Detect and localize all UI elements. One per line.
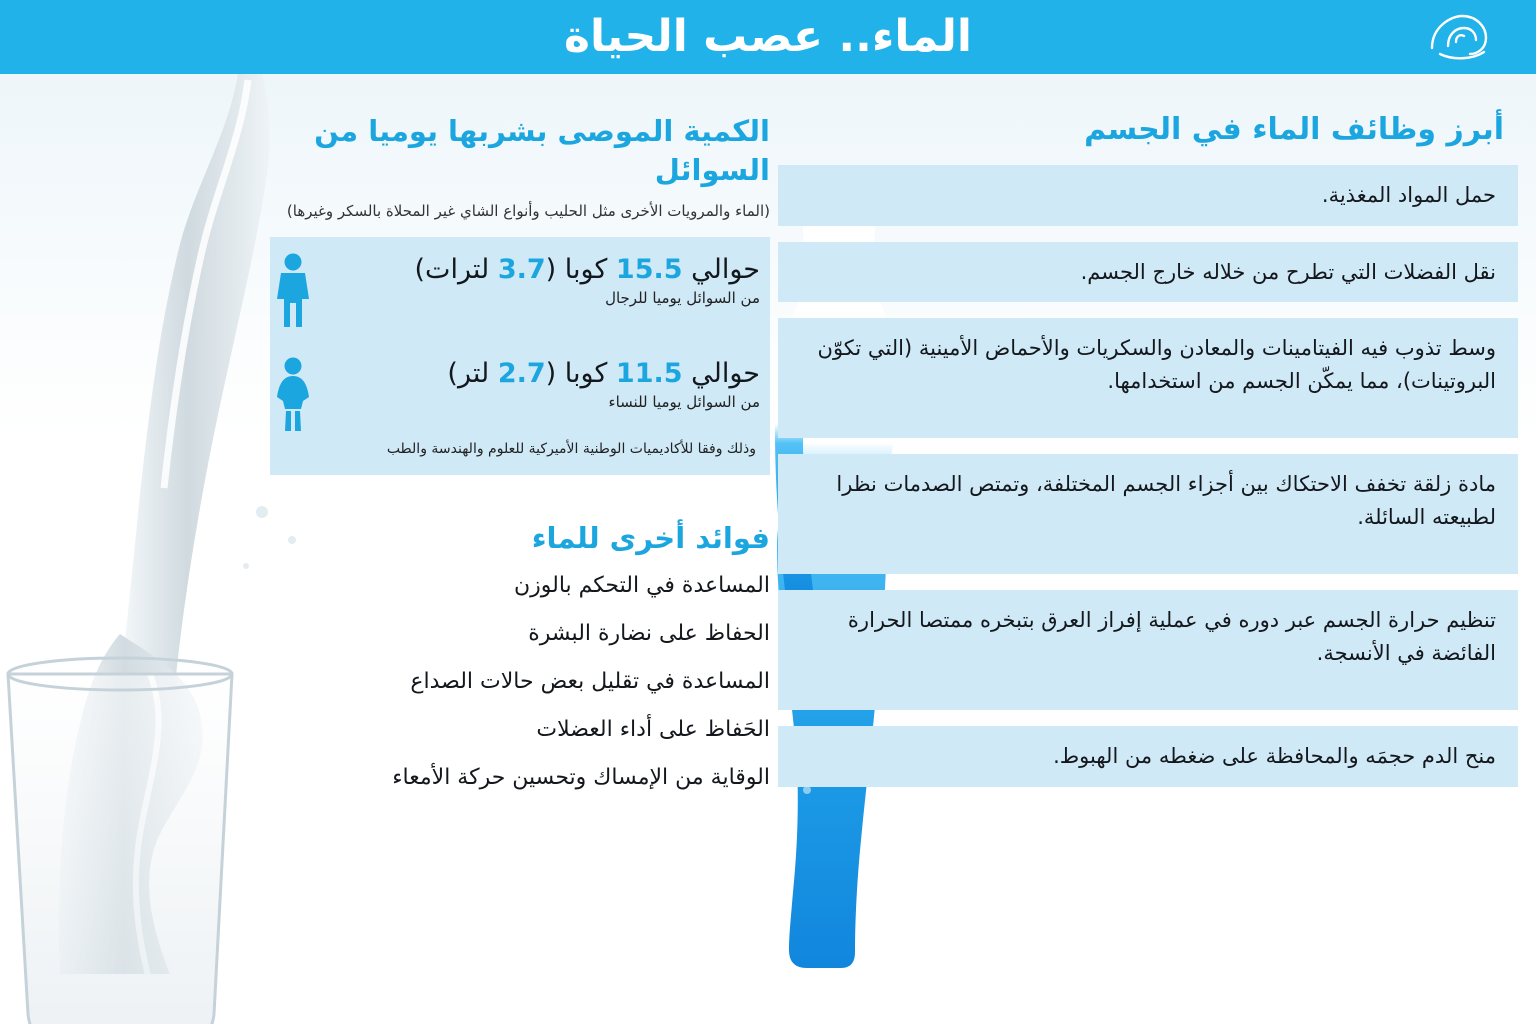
intake-men-sub: من السوائل يوميا للرجال bbox=[605, 288, 760, 307]
body-function-row: مادة زلقة تخفف الاحتكاك بين أجزاء الجسم المختلفة، وتمتص الصدمات نظرا لطبيعته السائلة. bbox=[778, 454, 1518, 574]
body-functions-column bbox=[778, 112, 1518, 803]
body-function-row: تنظيم حرارة الجسم عبر دوره في عملية إفراز العرق بتبخره ممتصا الحرارة الفائضة في الأنسجة. bbox=[778, 590, 1518, 710]
recommended-intake-title: الكمية الموصى بشربها يوميا من السوائل bbox=[314, 114, 770, 188]
intake-women-liters: 2.7 bbox=[497, 357, 546, 389]
intake-men-liters: 3.7 bbox=[497, 253, 546, 285]
benefit-item: الحفاظ على نضارة البشرة bbox=[528, 620, 770, 646]
body-function-row: نقل الفضلات التي تطرح من خلاله خارج الجسم. bbox=[778, 242, 1518, 303]
intake-row-men bbox=[270, 253, 770, 331]
benefits-title: فوائد أخرى للماء bbox=[531, 520, 770, 555]
body-function-row: وسط تذوب فيه الفيتامينات والمعادن والسكريات والأحماض الأمينية (التي تكوّن البروتينات)، مما يمكّن الجسم من استخدامها. bbox=[778, 318, 1518, 438]
page-title: الماء.. عصب الحياة bbox=[564, 11, 972, 62]
intake-women-sub: من السوائل يوميا للنساء bbox=[608, 392, 760, 411]
recommended-intake-note: (الماء والمرويات الأخرى مثل الحليب وأنواع الشاي غير المحلاة بالسكر وغيرها) bbox=[286, 202, 770, 221]
intake-men-cups: 15.5 bbox=[615, 253, 683, 285]
intake-row-women bbox=[270, 357, 770, 435]
benefit-item: المساعدة في تقليل بعض حالات الصداع bbox=[410, 668, 770, 694]
intake-and-benefits-column bbox=[270, 112, 770, 813]
page-header bbox=[0, 0, 1536, 74]
intake-men-liters-unit: لترات) bbox=[414, 253, 498, 285]
man-icon bbox=[270, 253, 316, 331]
benefit-item: المساعدة في التحكم بالوزن bbox=[513, 572, 770, 598]
intake-women-prefix: حوالي bbox=[682, 357, 760, 389]
benefit-item: الوقاية من الإمساك وتحسين حركة الأمعاء bbox=[392, 764, 770, 790]
body-function-row: حمل المواد المغذية. bbox=[778, 165, 1518, 226]
intake-source-note: وذلك وفقا للأكاديميات الوطنية الأميركية للعلوم والهندسة والطب bbox=[386, 440, 756, 457]
intake-women-unit: كوبا ( bbox=[545, 357, 616, 389]
intake-amounts-band bbox=[270, 237, 770, 475]
intake-women-amount bbox=[330, 357, 760, 391]
intake-women-liters-unit: لتر) bbox=[447, 357, 498, 389]
intake-men-prefix: حوالي bbox=[682, 253, 760, 285]
intake-women-cups: 11.5 bbox=[615, 357, 683, 389]
woman-icon bbox=[270, 357, 316, 435]
body-function-row: منح الدم حجمَه والمحافظة على ضغطه من الهبوط. bbox=[778, 726, 1518, 787]
aljazeera-logo bbox=[1420, 6, 1500, 68]
body-functions-title: أبرز وظائف الماء في الجسم bbox=[1084, 112, 1504, 147]
intake-men-amount bbox=[330, 253, 760, 287]
intake-men-unit: كوبا ( bbox=[545, 253, 616, 285]
benefit-item: الحَفاظ على أداء العضلات bbox=[536, 716, 770, 742]
